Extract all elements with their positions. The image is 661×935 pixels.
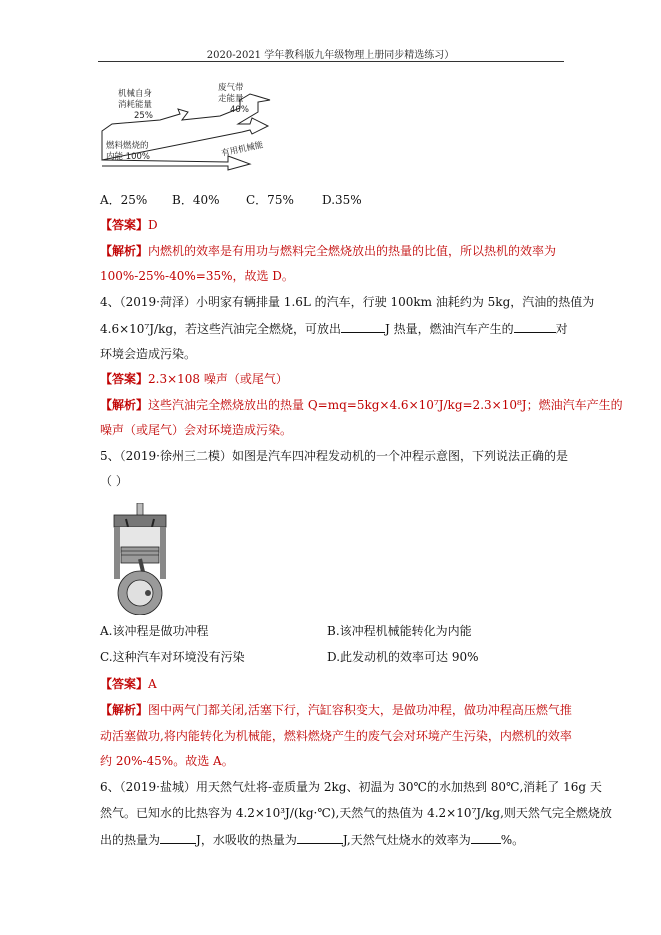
cylinder-right-wall bbox=[160, 527, 166, 579]
q5-option-a: A.该冲程是做功冲程 bbox=[100, 624, 209, 638]
q6-blank-1[interactable] bbox=[160, 831, 196, 844]
page-header: 2020-2021 学年教科版九年级物理上册同步精选练习） bbox=[206, 50, 455, 61]
label-waste-1: 废气带 bbox=[218, 83, 244, 93]
q6-blank-2[interactable] bbox=[297, 831, 343, 844]
label-useful: 有用机械能 bbox=[220, 140, 265, 159]
q4-analysis-line-2: 噪声（或尾气）会对环境造成污染。 bbox=[100, 423, 293, 437]
q4-answer-value: 2.3×108 噪声（或尾气） bbox=[148, 372, 288, 386]
q6-stem-line-2: 然气。已知水的比热容为 4.2×10³J/(kg·℃),天然气的热值为 4.2×10⁷J/kg,则天然气完全燃烧放 bbox=[100, 806, 612, 820]
q5-answer-tag: 【答案】 bbox=[100, 677, 149, 691]
q4-stem-line-1: 4、（2019·菏泽）小明家有辆排量 1.6L 的汽车，行驶 100km 油耗约为 5kg，汽油的热值为 bbox=[100, 295, 595, 309]
q3-analysis-text-1: 内燃机的效率是有用功与燃料完全燃烧放出的热量的比值，所以热机的效率为 bbox=[148, 244, 557, 258]
q5-analysis-line-1 bbox=[100, 702, 572, 718]
q5-answer-value: A bbox=[148, 677, 157, 691]
label-waste-3: 40% bbox=[230, 105, 249, 115]
energy-flow-diagram bbox=[100, 76, 305, 196]
cylinder-head bbox=[114, 515, 166, 527]
q3-answer-tag: 【答案】 bbox=[100, 218, 149, 232]
q5-answer bbox=[100, 676, 157, 692]
label-fuel-1: 燃料燃烧的 bbox=[106, 141, 149, 151]
q4-blank-2[interactable] bbox=[514, 320, 556, 333]
q5-option-b: B.该冲程机械能转化为内能 bbox=[327, 624, 472, 638]
label-self-1: 机械自身 bbox=[118, 89, 153, 99]
q3-analysis-tag: 【解析】 bbox=[100, 244, 149, 258]
header-divider bbox=[98, 61, 564, 62]
q4-analysis-text-1: 这些汽油完全燃烧放出的热量 Q=mq=5kg×4.6×10⁷J/kg=2.3×10⁸J；燃油汽车产生的 bbox=[148, 398, 623, 412]
q3-analysis-line-2: 100%-25%-40%=35%，故选 D。 bbox=[100, 269, 294, 283]
q3-answer-value: D bbox=[148, 218, 158, 232]
q3-option-d: D.35% bbox=[322, 193, 362, 207]
q5-analysis-text-1: 图中两气门都关闭,活塞下行，汽缸容积变大，是做功冲程，做功冲程高压燃气推 bbox=[148, 703, 572, 717]
q4-stem-part-a: 4.6×10⁷J/kg，若这些汽油完全燃烧，可放出 bbox=[100, 322, 342, 336]
q5-stem-line-1: 5、（2019·徐州三二模）如图是汽车四冲程发动机的一个冲程示意图，下列说法正确的是 bbox=[100, 449, 568, 463]
label-fuel-2: 内能 100% bbox=[106, 152, 151, 162]
label-self-2: 消耗能量 bbox=[118, 100, 153, 110]
engine-stroke-diagram bbox=[100, 503, 180, 615]
label-waste-2: 走能量 bbox=[218, 94, 244, 104]
q5-option-d: D.此发动机的效率可达 90% bbox=[327, 650, 479, 664]
q4-answer-tag: 【答案】 bbox=[100, 372, 149, 386]
q4-analysis-tag: 【解析】 bbox=[100, 398, 149, 412]
q3-option-a: A．25% bbox=[100, 193, 148, 207]
q4-blank-1[interactable] bbox=[341, 320, 385, 333]
crank-pin bbox=[145, 590, 151, 596]
q3-analysis-line-1 bbox=[100, 243, 556, 259]
q6-blank-3[interactable] bbox=[471, 831, 501, 844]
q3-answer bbox=[100, 217, 158, 233]
q5-analysis-tag: 【解析】 bbox=[100, 703, 149, 717]
q6-stem-line-3 bbox=[100, 831, 524, 848]
q4-stem-line-2 bbox=[100, 320, 568, 337]
q4-stem-line-3: 环境会造成污染。 bbox=[100, 347, 197, 361]
cylinder-left-wall bbox=[114, 527, 120, 579]
q4-stem-part-b: J 热量，燃油汽车产生的 bbox=[385, 322, 514, 336]
q4-analysis-line-1 bbox=[100, 397, 623, 413]
q6-stem-part-c: J,天然气灶烧水的效率为 bbox=[342, 833, 471, 847]
q6-stem-line-1: 6、（2019·盐城）用天然气灶将-壶质量为 2kg、初温为 30℃的水加热到 80℃,消耗了 16g 天 bbox=[100, 780, 602, 794]
q6-stem-part-b: J，水吸收的热量为 bbox=[196, 833, 297, 847]
q6-stem-part-a: 出的热量为 bbox=[100, 833, 161, 847]
q5-stem-line-2: （ ） bbox=[100, 474, 128, 488]
q5-option-c: C.这种汽车对环境没有污染 bbox=[100, 650, 245, 664]
q3-option-b: B．40% bbox=[172, 193, 220, 207]
q6-stem-part-d: %。 bbox=[500, 833, 525, 847]
q3-option-c: C．75% bbox=[246, 193, 294, 207]
q4-stem-part-c: 对 bbox=[555, 322, 568, 336]
q5-analysis-line-3: 约 20%-45%。故选 A。 bbox=[100, 754, 234, 768]
q5-analysis-line-2: 动活塞做功,将内能转化为机械能，燃料燃烧产生的废气会对环境产生污染，内燃机的效率 bbox=[100, 729, 572, 743]
label-self-3: 25% bbox=[134, 111, 153, 121]
q4-answer bbox=[100, 371, 288, 387]
